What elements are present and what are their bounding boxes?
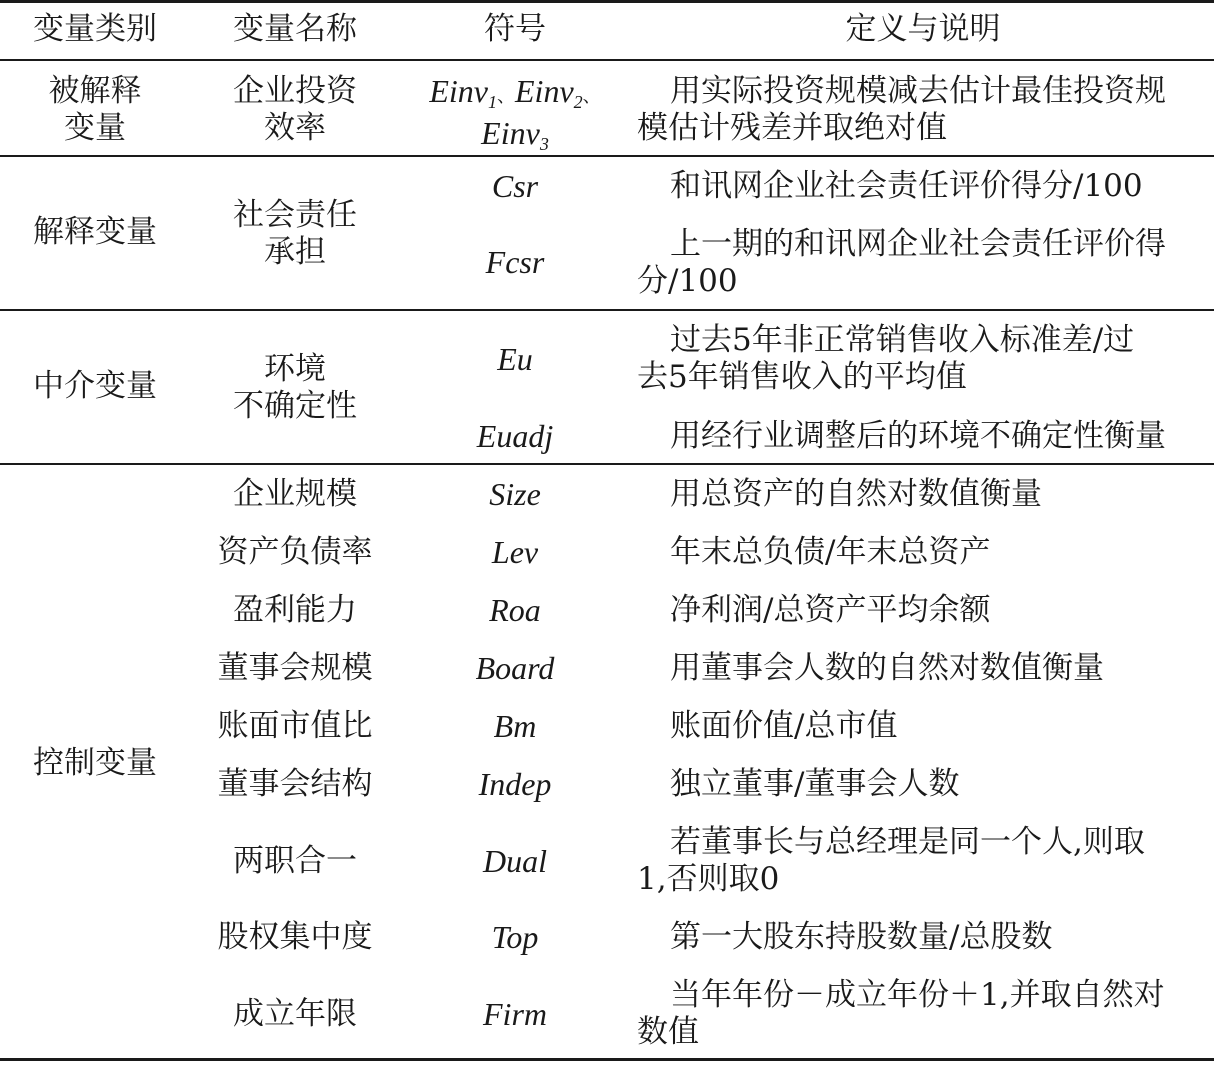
symbol-firm: Firm bbox=[483, 996, 547, 1032]
definition-fcsr bbox=[637, 226, 1209, 300]
definition-line: 1,否则取0 bbox=[637, 861, 780, 897]
var-name-investment-efficiency bbox=[190, 73, 400, 147]
symbol-subscript: 3 bbox=[539, 134, 549, 154]
category-line: 被解释 bbox=[48, 73, 142, 109]
var-name-top: 股权集中度 bbox=[217, 919, 373, 955]
var-name-lev: 资产负债率 bbox=[217, 534, 373, 570]
symbol-separator: 、 bbox=[582, 86, 601, 106]
symbol-roa: Roa bbox=[489, 592, 541, 628]
definition-roa: 净利润/总资产平均余额 bbox=[670, 592, 991, 628]
symbol-csr: Csr bbox=[491, 168, 539, 204]
var-name-line: 承担 bbox=[264, 234, 326, 270]
category-control: 控制变量 bbox=[33, 745, 157, 781]
definition-line: 去5年销售收入的平均值 bbox=[637, 359, 967, 395]
category-dependent bbox=[0, 73, 190, 147]
symbol-board: Board bbox=[475, 650, 555, 686]
definition-size: 用总资产的自然对数值衡量 bbox=[670, 476, 1042, 512]
category-explanatory: 解释变量 bbox=[33, 214, 157, 250]
var-name-line: 企业投资 bbox=[233, 73, 357, 109]
symbol-einv2: Einv bbox=[515, 73, 574, 109]
var-name-dual: 两职合一 bbox=[233, 843, 357, 879]
definition-line: 分/100 bbox=[637, 263, 738, 299]
var-name-line: 环境 bbox=[264, 351, 326, 387]
var-name-line: 不确定性 bbox=[233, 388, 357, 424]
symbol-bm: Bm bbox=[493, 708, 537, 744]
definition-top: 第一大股东持股数量/总股数 bbox=[670, 919, 1053, 955]
definition-line: 上一期的和讯网企业社会责任评价得 bbox=[670, 226, 1166, 262]
header-bottom-rule bbox=[0, 59, 1214, 61]
definition-line: 模估计残差并取绝对值 bbox=[637, 110, 947, 146]
symbol-einv3: Einv bbox=[481, 115, 540, 151]
symbol-line bbox=[410, 115, 620, 152]
definition-indep: 独立董事/董事会人数 bbox=[670, 766, 960, 802]
symbol-euadj: Euadj bbox=[476, 418, 554, 454]
symbol-line bbox=[410, 73, 620, 115]
definition-line: 用实际投资规模减去估计最佳投资规 bbox=[670, 73, 1166, 109]
definition-bm: 账面价值/总市值 bbox=[670, 708, 898, 744]
definition-line: 当年年份－成立年份＋1,并取自然对 bbox=[670, 977, 1165, 1013]
var-name-board: 董事会规模 bbox=[217, 650, 373, 686]
symbol-subscript: 1 bbox=[488, 92, 497, 112]
symbol-indep: Indep bbox=[478, 766, 552, 802]
group-divider-3 bbox=[0, 463, 1214, 465]
category-line: 变量 bbox=[64, 110, 126, 146]
definition-dual bbox=[637, 824, 1209, 898]
header-category: 变量类别 bbox=[33, 11, 157, 47]
group-divider-2 bbox=[0, 309, 1214, 311]
var-name-size: 企业规模 bbox=[233, 476, 357, 512]
symbol-size: Size bbox=[489, 476, 541, 512]
definition-line: 若董事长与总经理是同一个人,则取 bbox=[670, 824, 1145, 860]
header-symbol: 符号 bbox=[484, 11, 546, 47]
group-divider-1 bbox=[0, 155, 1214, 157]
category-mediating: 中介变量 bbox=[33, 368, 157, 404]
symbol-lev: Lev bbox=[491, 534, 539, 570]
header-definition: 定义与说明 bbox=[845, 11, 1001, 47]
symbol-separator: 、 bbox=[497, 86, 515, 106]
var-name-line: 效率 bbox=[264, 110, 326, 146]
var-name-bm: 账面市值比 bbox=[217, 708, 373, 744]
var-name-line: 社会责任 bbox=[233, 197, 357, 233]
definition-csr: 和讯网企业社会责任评价得分/100 bbox=[670, 168, 1143, 204]
definition-firm bbox=[637, 977, 1209, 1051]
table-top-rule bbox=[0, 0, 1214, 3]
symbol-eu: Eu bbox=[497, 341, 533, 377]
var-name-roa: 盈利能力 bbox=[233, 592, 357, 628]
symbol-einv bbox=[410, 73, 620, 152]
var-name-env-uncertainty bbox=[190, 351, 400, 425]
symbol-dual: Dual bbox=[483, 843, 547, 879]
table-bottom-rule bbox=[0, 1058, 1214, 1061]
definition-board: 用董事会人数的自然对数值衡量 bbox=[670, 650, 1104, 686]
symbol-einv1: Einv bbox=[429, 73, 488, 109]
header-name: 变量名称 bbox=[233, 11, 357, 47]
definition-lev: 年末总负债/年末总资产 bbox=[670, 534, 991, 570]
definition-line: 数值 bbox=[637, 1014, 699, 1050]
definition-eu bbox=[637, 322, 1209, 396]
var-name-firm: 成立年限 bbox=[233, 996, 357, 1032]
definition-line: 过去5年非正常销售收入标准差/过 bbox=[670, 322, 1135, 358]
definition-einv bbox=[637, 73, 1209, 147]
symbol-fcsr: Fcsr bbox=[485, 244, 545, 280]
definition-euadj: 用经行业调整后的环境不确定性衡量 bbox=[670, 418, 1166, 454]
var-name-csr bbox=[190, 197, 400, 271]
symbol-subscript: 2 bbox=[573, 92, 583, 112]
symbol-top: Top bbox=[491, 919, 539, 955]
var-name-indep: 董事会结构 bbox=[217, 766, 373, 802]
